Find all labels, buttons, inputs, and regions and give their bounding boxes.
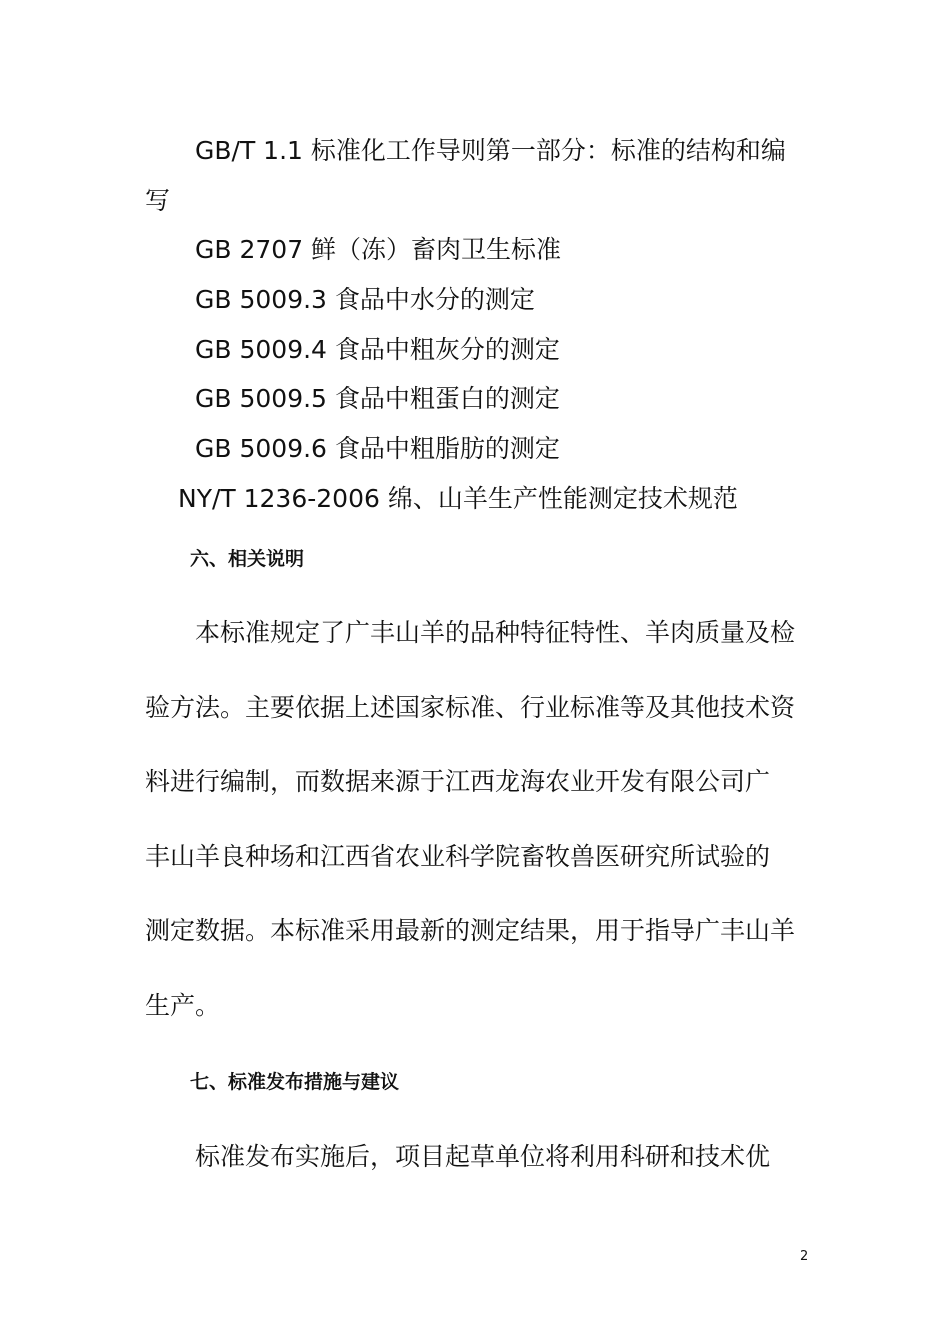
reference-gb-5009-5: GB 5009.5 食品中粗蛋白的测定 xyxy=(195,384,560,413)
page-number: 2 xyxy=(800,1249,809,1264)
section-6-paragraph-line: 丰山羊良种场和江西省农业科学院畜牧兽医研究所试验的 xyxy=(145,842,771,871)
reference-gbt-1-1: GB/T 1.1 标准化工作导则第一部分：标准的结构和编 xyxy=(195,136,786,165)
section-7-heading: 七、标准发布措施与建议 xyxy=(190,1071,400,1093)
section-6-paragraph-line: 生产。 xyxy=(145,991,221,1020)
reference-gb-2707: GB 2707 鲜（冻）畜肉卫生标准 xyxy=(195,235,562,264)
section-6-paragraph-line: 测定数据。本标准采用最新的测定结果，用于指导广丰山羊 xyxy=(145,916,796,945)
section-6-paragraph-line: 本标准规定了广丰山羊的品种特征特性、羊肉质量及检 xyxy=(195,618,796,647)
reference-gb-5009-4: GB 5009.4 食品中粗灰分的测定 xyxy=(195,335,560,364)
reference-gbt-1-1-continued: 写 xyxy=(145,186,171,215)
reference-ny-t-1236: NY/T 1236-2006 绵、山羊生产性能测定技术规范 xyxy=(178,484,738,513)
reference-gb-5009-6: GB 5009.6 食品中粗脂肪的测定 xyxy=(195,434,560,463)
section-6-paragraph-line: 料进行编制，而数据来源于江西龙海农业开发有限公司广 xyxy=(145,767,771,796)
section-6-paragraph-line: 验方法。主要依据上述国家标准、行业标准等及其他技术资 xyxy=(145,693,796,722)
section-7-paragraph-line: 标准发布实施后，项目起草单位将利用科研和技术优 xyxy=(195,1142,771,1171)
section-6-heading: 六、相关说明 xyxy=(190,548,305,570)
reference-gb-5009-3: GB 5009.3 食品中水分的测定 xyxy=(195,285,535,314)
